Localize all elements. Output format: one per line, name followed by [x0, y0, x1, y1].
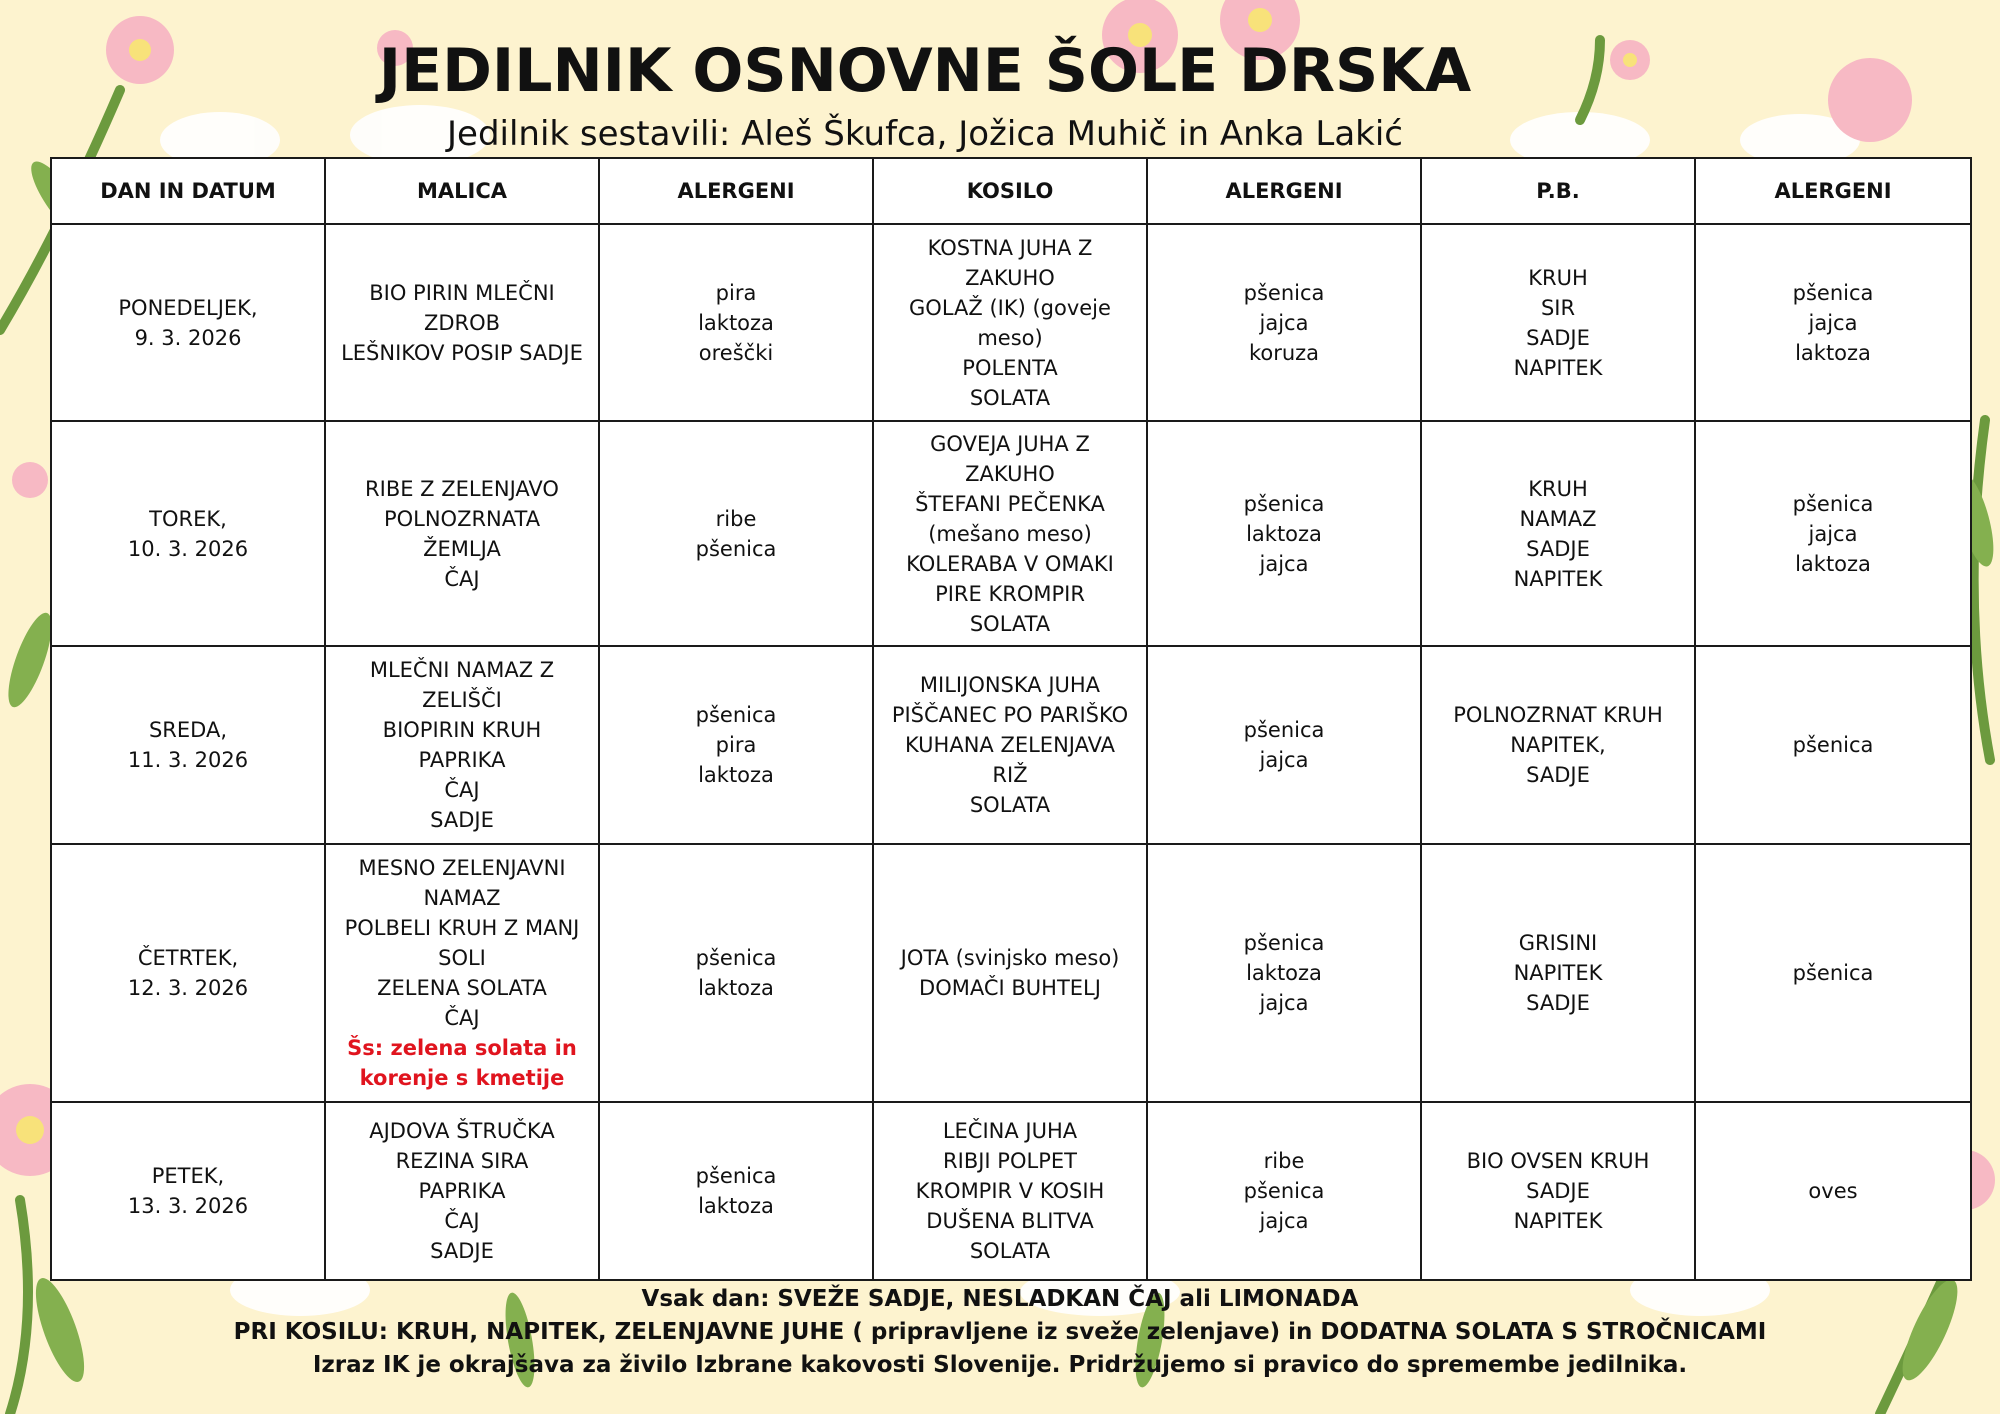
page-subtitle: Jedilnik sestavili: Aleš Škufca, Jožica Muhič in Anka Lakić: [447, 114, 1403, 154]
cell-line: laktoza: [698, 1194, 774, 1218]
menu-table: [50, 157, 1972, 1281]
cell-line: SREDA,: [148, 718, 228, 742]
cell-line: NAPITEK: [1513, 961, 1603, 985]
cell-line: ČAJ: [444, 1006, 480, 1030]
cell-line: SADJE: [1526, 1179, 1590, 1203]
cell-line: SADJE: [1526, 536, 1590, 561]
kosilo-allergens-cell: [1147, 646, 1421, 844]
cell-line: jajca: [1259, 310, 1309, 335]
cell-line: jajca: [1259, 551, 1309, 576]
cell-line: jajca: [1808, 521, 1858, 546]
cell-line: pšenica: [695, 703, 777, 727]
cell-line: pšenica: [1243, 718, 1325, 742]
footer-line-disclaimer: Izraz IK je okrajšava za živilo Izbrane kakovosti Slovenije. Pridržujemo si pravico do spremembe jedilnika.: [312, 1352, 1688, 1378]
cell-line: KOSTNA JUHA Z: [927, 235, 1093, 260]
cell-line: SADJE: [1526, 763, 1590, 787]
malica-allergens-cell: [599, 844, 873, 1102]
cell-line: PIŠČANEC PO PARIŠKO: [891, 703, 1129, 727]
cell-line: JOTA (svinjsko meso): [900, 946, 1120, 970]
cell-line: jajca: [1808, 310, 1858, 335]
day-date-cell: [51, 1102, 325, 1280]
cell-line: SOLATA: [969, 385, 1051, 410]
column-header: P.B.: [1421, 158, 1695, 224]
cell-line: GOLAŽ (IK) (goveje: [909, 295, 1111, 320]
cell-line: PAPRIKA: [418, 1179, 506, 1203]
cell-line: NAPITEK,: [1510, 733, 1606, 757]
cell-line: pšenica: [1243, 1179, 1325, 1203]
day-date-cell: [51, 224, 325, 421]
cell-line: KRUH: [1528, 265, 1588, 290]
kosilo-cell: [873, 421, 1147, 646]
cell-line: pira: [715, 280, 757, 305]
cell-line: MESNO ZELENJAVNI: [358, 856, 566, 880]
table-row: [51, 646, 1971, 844]
cell-line: POLENTA: [962, 355, 1058, 380]
malica-cell: [325, 844, 599, 1102]
column-header: DAN IN DATUM: [51, 158, 325, 224]
cell-line: ZELENA SOLATA: [377, 976, 547, 1000]
kosilo-cell: [873, 224, 1147, 421]
cell-line: 9. 3. 2026: [134, 325, 242, 350]
pb-cell: [1421, 844, 1695, 1102]
kosilo-allergens-cell: [1147, 421, 1421, 646]
kosilo-allergens-cell: [1147, 1102, 1421, 1280]
cell-line: jajca: [1259, 748, 1309, 772]
day-date-cell: [51, 844, 325, 1102]
malica-allergens-cell: [599, 646, 873, 844]
cell-line: 10. 3. 2026: [127, 536, 249, 561]
page-title: JEDILNIK OSNOVNE ŠOLE DRSKA: [378, 36, 1472, 106]
day-date-cell: [51, 646, 325, 844]
malica-allergens-cell: [599, 421, 873, 646]
cell-line: ribe: [715, 506, 757, 531]
cell-line: SOLATA: [969, 793, 1051, 817]
cell-line: ZDROB: [423, 310, 501, 335]
pb-allergens-cell: [1695, 421, 1971, 646]
cell-line: SADJE: [430, 1239, 494, 1263]
cell-line: NAMAZ: [423, 886, 501, 910]
cell-line: POLNOZRNATA: [383, 506, 541, 531]
cell-line: laktoza: [1795, 340, 1871, 365]
cell-line: SIR: [1540, 295, 1576, 320]
cell-line: laktoza: [698, 976, 774, 1000]
cell-line: pira: [715, 733, 757, 757]
cell-line: pšenica: [1792, 491, 1874, 516]
column-header: ALERGENI: [1695, 158, 1971, 224]
malica-allergens-cell: [599, 1102, 873, 1280]
cell-line: GRISINI: [1518, 931, 1598, 955]
cell-line: ribe: [1263, 1149, 1305, 1173]
column-header: KOSILO: [873, 158, 1147, 224]
cell-line: KUHANA ZELENJAVA: [904, 733, 1116, 757]
cell-line: POLNOZRNAT KRUH: [1453, 703, 1663, 727]
table-row: [51, 844, 1971, 1102]
footer-notes: [0, 1283, 2000, 1382]
malica-cell: [325, 224, 599, 421]
cell-line: NAPITEK: [1513, 566, 1603, 591]
cell-line: NAPITEK: [1513, 1209, 1603, 1233]
cell-line: KROMPIR V KOSIH: [915, 1179, 1105, 1203]
cell-line: BIOPIRIN KRUH: [382, 718, 542, 742]
malica-cell: [325, 421, 599, 646]
cell-line: (mešano meso): [928, 521, 1092, 546]
cell-line: AJDOVA ŠTRUČKA: [369, 1119, 555, 1143]
cell-line: ZAKUHO: [965, 265, 1055, 290]
table-row: [51, 421, 1971, 646]
cell-line: SOLATA: [969, 611, 1051, 636]
cell-line: DOMAČI BUHTELJ: [919, 976, 1101, 1000]
malica-cell: [325, 1102, 599, 1280]
cell-line: pšenica: [1792, 733, 1874, 757]
pb-allergens-cell: [1695, 844, 1971, 1102]
pb-allergens-cell: [1695, 224, 1971, 421]
cell-line: jajca: [1259, 1209, 1309, 1233]
cell-line: ŠTEFANI PEČENKA: [915, 491, 1105, 516]
cell-line: pšenica: [1243, 491, 1325, 516]
cell-line: ZELIŠČI: [422, 688, 502, 712]
cell-line: meso): [977, 325, 1043, 350]
cell-line: pšenica: [695, 946, 777, 970]
cell-line: NAMAZ: [1519, 506, 1597, 531]
cell-line: ČAJ: [444, 778, 480, 802]
cell-line: RIBE Z ZELENJAVO: [365, 476, 559, 501]
cell-line: pšenica: [695, 1164, 777, 1188]
day-date-cell: [51, 421, 325, 646]
cell-line: 12. 3. 2026: [127, 976, 249, 1000]
cell-line: laktoza: [698, 763, 774, 787]
cell-line: 13. 3. 2026: [127, 1194, 249, 1218]
cell-line: PONEDELJEK,: [118, 295, 258, 320]
kosilo-allergens-cell: [1147, 224, 1421, 421]
cell-line: SADJE: [1526, 325, 1590, 350]
pb-cell: [1421, 224, 1695, 421]
menu-table-body: [51, 224, 1971, 1280]
table-header-row: [51, 158, 1971, 224]
cell-line: PIRE KROMPIR: [935, 581, 1085, 606]
kosilo-cell: [873, 1102, 1147, 1280]
cell-line: ZAKUHO: [965, 461, 1055, 486]
cell-line: laktoza: [1795, 551, 1871, 576]
malica-note: Šs: zelena solata in: [347, 1036, 577, 1060]
column-header: MALICA: [325, 158, 599, 224]
cell-line: pšenica: [1243, 931, 1325, 955]
cell-line: laktoza: [1246, 521, 1322, 546]
kosilo-cell: [873, 646, 1147, 844]
cell-line: ČETRTEK,: [137, 946, 239, 970]
cell-line: DUŠENA BLITVA: [926, 1209, 1094, 1233]
cell-line: LEŠNIKOV POSIP SADJE: [341, 340, 583, 365]
malica-note: korenje s kmetije: [359, 1066, 565, 1090]
cell-line: ČAJ: [444, 1209, 480, 1233]
cell-line: RIBJI POLPET: [943, 1149, 1077, 1173]
cell-line: SOLI: [438, 946, 486, 970]
cell-line: pšenica: [695, 536, 777, 561]
footer-line-daily: Vsak dan: SVEŽE SADJE, NESLADKAN ČAJ ali LIMONADA: [641, 1286, 1359, 1312]
cell-line: oreščki: [698, 340, 774, 365]
cell-line: SADJE: [430, 808, 494, 832]
cell-line: TOREK,: [149, 506, 227, 531]
cell-line: MILIJONSKA JUHA: [919, 673, 1101, 697]
kosilo-allergens-cell: [1147, 844, 1421, 1102]
cell-line: BIO OVSEN KRUH: [1466, 1149, 1650, 1173]
cell-line: SADJE: [1526, 991, 1590, 1015]
malica-allergens-cell: [599, 224, 873, 421]
malica-cell: [325, 646, 599, 844]
pb-cell: [1421, 421, 1695, 646]
cell-line: REZINA SIRA: [395, 1149, 529, 1173]
table-row: [51, 1102, 1971, 1280]
cell-line: LEČINA JUHA: [942, 1119, 1078, 1143]
cell-line: BIO PIRIN MLEČNI: [369, 280, 555, 305]
pb-allergens-cell: [1695, 646, 1971, 844]
cell-line: PETEK,: [151, 1164, 225, 1188]
cell-line: NAPITEK: [1513, 355, 1603, 380]
cell-line: ČAJ: [444, 566, 480, 591]
cell-line: GOVEJA JUHA Z: [930, 431, 1090, 456]
cell-line: POLBELI KRUH Z MANJ: [344, 916, 580, 940]
cell-line: SOLATA: [969, 1239, 1051, 1263]
table-row: [51, 224, 1971, 421]
column-header: ALERGENI: [599, 158, 873, 224]
pb-allergens-cell: [1695, 1102, 1971, 1280]
cell-line: KOLERABA V OMAKI: [906, 551, 1114, 576]
cell-line: 11. 3. 2026: [127, 748, 249, 772]
cell-line: jajca: [1259, 991, 1309, 1015]
cell-line: KRUH: [1528, 476, 1588, 501]
cell-line: pšenica: [1792, 280, 1874, 305]
cell-line: ŽEMLJA: [423, 536, 501, 561]
kosilo-cell: [873, 844, 1147, 1102]
cell-line: oves: [1808, 1179, 1858, 1203]
pb-cell: [1421, 1102, 1695, 1280]
cell-line: RIŽ: [992, 763, 1028, 787]
cell-line: MLEČNI NAMAZ Z: [369, 658, 555, 682]
cell-line: koruza: [1248, 340, 1320, 365]
pb-cell: [1421, 646, 1695, 844]
cell-line: PAPRIKA: [418, 748, 506, 772]
cell-line: laktoza: [698, 310, 774, 335]
footer-line-lunch: PRI KOSILU: KRUH, NAPITEK, ZELENJAVNE JUHE ( pripravljene iz sveže zelenjave) in DODATNA SOLATA S STROČNICAMI: [233, 1319, 1767, 1345]
cell-line: laktoza: [1246, 961, 1322, 985]
cell-line: pšenica: [1792, 961, 1874, 985]
column-header: ALERGENI: [1147, 158, 1421, 224]
cell-line: pšenica: [1243, 280, 1325, 305]
